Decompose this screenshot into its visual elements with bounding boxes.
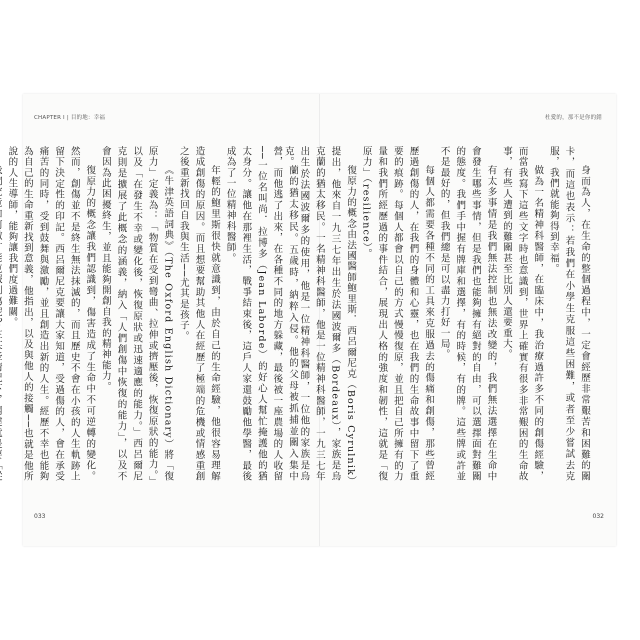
paragraph-right-3: 有太多事情是我們無法控制也無法改變的，我們無法選擇在生命中會發生哪些事情，但是我們也能夠擁有絕對的自由，可以選擇面對難關的態度。我們手中握有牌庫和選擇，有的時候，有的牌。這些牌或許並不是最好的，但我們總是可以盡力打好一局。 [438, 146, 497, 482]
paragraph-left-2: 年輕的鮑里斯很快就意識到，由於自己的生命經驗，他很容易理解造成創傷的原因。而且想要幫助其他人在經歷了極端的危機或情感重創之後重新找回自我與生活──尤其是孩子。 [177, 146, 221, 482]
paragraph-right-5: 復原力的概念由法國醫師鮑里斯．西呂爾尼克（Boris Cyrulnik）提出，他來自一九三七年出生於法國波爾多（Bordeaux），家族是烏克蘭的猶太移民。一名精神科醫師，他是一位精神科醫師，一九三七年出生於法國波爾多的使用，他是一位精神科醫師，一位他的家族是烏克。 [282, 146, 357, 482]
paragraph-left-3: 《牛津英語詞典》（The Oxford English Dictionary）將「復原力」定義為：「物質在受到彎曲、拉伸或擠壓後，恢復原狀的能力。」以及「在發生不幸或變化後，恢復原狀或迅速適應的能力。」西呂爾尼克則是擴展了此概念的涵義，納入「人們創傷中恢復的能力」，以及不會因為此困擾終生，並且能夠開創自我的精神能力。 [99, 146, 174, 482]
page-number-left: 033 [34, 513, 46, 520]
paragraph-left-5 [0, 146, 4, 482]
right-page [282, 94, 616, 546]
body-text-left [6, 146, 300, 482]
paragraph-right-1: 身而為人，在生命的整個過程中，一定會經歷非常艱苦和困難的關卡，而這也表示：若我們在小學生克服這些困難，或者至少嘗試去克服，我們就能夠得到幸福。 [547, 146, 590, 482]
paragraph-right-2: 做為一名精神科醫師，在臨床中，我治療過許多不同的創傷經驗，而當我寫下這些文字時也意識到，世界上確實有很多非常艱困的生命故事，有些人遭到的難關甚至比別人還要重大。 [501, 146, 544, 482]
running-header-right: 杜愛的，那不是你的錯 [544, 115, 602, 121]
book-spread [6, 94, 616, 546]
paragraph-left-4: 復原力的概念讓我們認識到，傷害造成了生命中不可逆轉的變化。然而，創傷並不是終生無法抹滅的，而且歷史不會在小孩的人生軌跡上留下決定性的印記。西呂爾尼克要讓大家知道，受過傷的人，會在承受痛苦的同時，受到鼓舞與激勵，並且創造出新的人生。經歷不幸也能夠為自己的生命重新找到意義，他指出，以及與他人的接觸──也就是他所說的人生導師，能夠讓我們度過難關。 [6, 146, 96, 482]
running-header-left: CHAPTER I | 目的地：幸福 [34, 115, 106, 121]
page-number-right: 032 [592, 513, 604, 520]
paragraph-left-1: 蘭的猶太移民。五歲時，納粹入侵。他的父母被抓捕並關入集中營，而他逃了出來，在各種不同的地方躲藏，最後被一座農場的人收留──一位名叫尚．拉博多（Jean Laborde）的好心人幫忙掩護他的猶太身分。讓他在那裡生活，戰爭結束後，這戶人家還鼓勵他學醫，最後成為了一位精神科醫師。 [224, 146, 298, 482]
paragraph-right-4: 每個人都需要各種不同的工具來克服過去的傷痛和創傷，那些曾經歷過創傷的人，在我們的身體和心靈，也在我們的生命故事中留下了重要的痕跡。每個人都會以自己的方式慢慢復原，並且把自己所擁有的力量和我們所經歷過的事件結合，展現出人格的強度和韌性，這就是「復原力」（resilience）。 [360, 146, 435, 482]
body-text-right [282, 146, 592, 482]
left-page [6, 94, 319, 546]
